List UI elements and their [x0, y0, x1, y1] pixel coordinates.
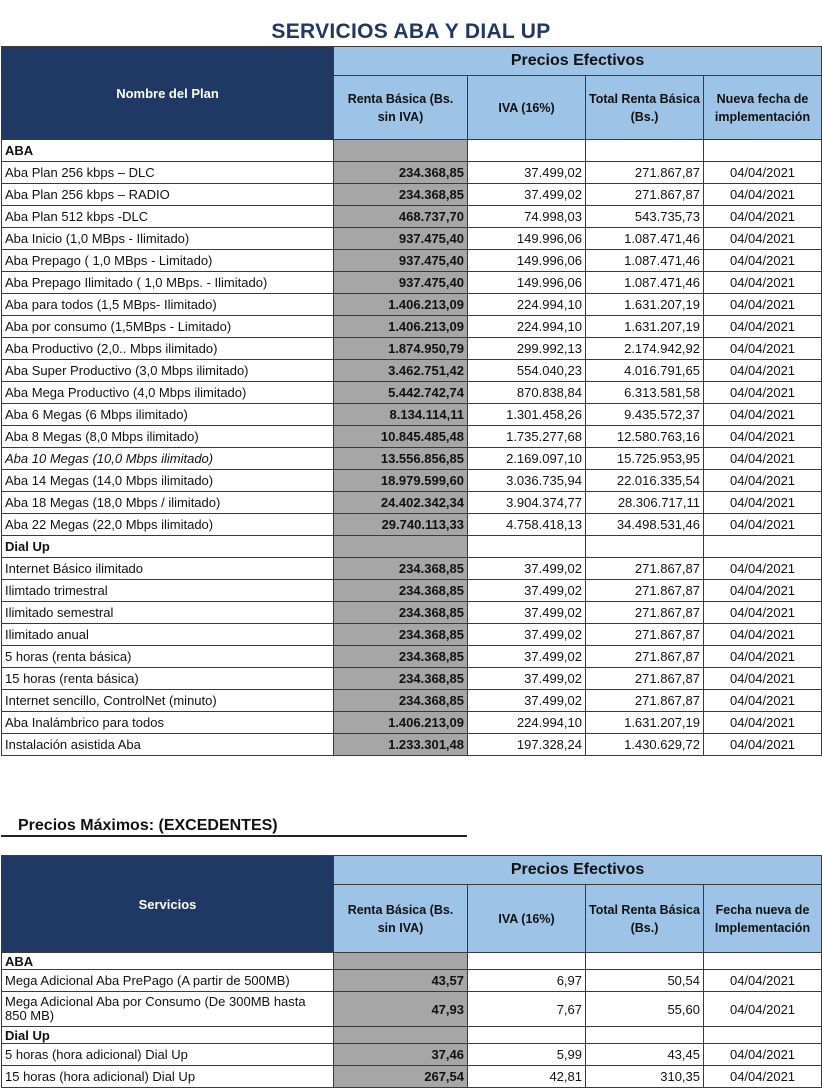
table-row: [2, 514, 822, 536]
iva-cell: 1.301.458,26: [468, 404, 586, 426]
table-row: [2, 294, 822, 316]
plan-name-cell: Aba Prepago Ilimitado ( 1,0 MBps. - Ilimitado): [2, 272, 334, 294]
table-row: [2, 206, 822, 228]
header-fecha: Fecha nueva de Implementación: [704, 885, 822, 953]
total-renta-cell: 2.174.942,92: [586, 338, 704, 360]
header-servicios: Servicios: [2, 856, 334, 953]
plan-name-cell: Mega Adicional Aba por Consumo (De 300MB hasta 850 MB): [2, 992, 334, 1027]
plan-name-cell: Aba para todos (1,5 MBps- Ilimitado): [2, 294, 334, 316]
total-renta-cell: 1.087.471,46: [586, 250, 704, 272]
plans-price-table: [1, 46, 822, 756]
fecha-cell: 04/04/2021: [704, 668, 822, 690]
iva-cell: 197.328,24: [468, 734, 586, 756]
iva-cell: 3.904.374,77: [468, 492, 586, 514]
excedentes-price-table: [1, 855, 822, 1088]
plan-name-cell: Aba 14 Megas (14,0 Mbps ilimitado): [2, 470, 334, 492]
fecha-cell: 04/04/2021: [704, 492, 822, 514]
iva-cell: 149.996,06: [468, 250, 586, 272]
table-row: [2, 492, 822, 514]
renta-basica-cell: 234.368,85: [334, 602, 468, 624]
category-row: [2, 140, 822, 162]
fecha-cell: 04/04/2021: [704, 558, 822, 580]
iva-cell: 224.994,10: [468, 316, 586, 338]
empty-cell: [468, 1027, 586, 1044]
total-renta-cell: 43,45: [586, 1044, 704, 1066]
plan-name-cell: Ilimtado trimestral: [2, 580, 334, 602]
total-renta-cell: 271.867,87: [586, 184, 704, 206]
total-renta-cell: 271.867,87: [586, 602, 704, 624]
total-renta-cell: 271.867,87: [586, 580, 704, 602]
fecha-cell: 04/04/2021: [704, 646, 822, 668]
plan-name-cell: Aba Super Productivo (3,0 Mbps ilimitado): [2, 360, 334, 382]
iva-cell: 3.036.735,94: [468, 470, 586, 492]
iva-cell: 37.499,02: [468, 184, 586, 206]
renta-basica-cell: 937.475,40: [334, 228, 468, 250]
renta-basica-cell: 937.475,40: [334, 272, 468, 294]
iva-cell: 42,81: [468, 1066, 586, 1088]
renta-basica-cell: 10.845.485,48: [334, 426, 468, 448]
fecha-cell: 04/04/2021: [704, 206, 822, 228]
renta-basica-cell: 1.874.950,79: [334, 338, 468, 360]
table-row: [2, 646, 822, 668]
plan-name-cell: Aba por consumo (1,5MBps - Limitado): [2, 316, 334, 338]
iva-cell: 7,67: [468, 992, 586, 1027]
table-row: [2, 992, 822, 1027]
total-renta-cell: 9.435.572,37: [586, 404, 704, 426]
header-plan-name: Nombre del Plan: [2, 47, 334, 140]
fecha-cell: 04/04/2021: [704, 426, 822, 448]
table-row: [2, 970, 822, 992]
plan-name-cell: Mega Adicional Aba PrePago (A partir de 500MB): [2, 970, 334, 992]
renta-basica-cell: 5.442.742,74: [334, 382, 468, 404]
fecha-cell: 04/04/2021: [704, 992, 822, 1027]
iva-cell: 37.499,02: [468, 624, 586, 646]
total-renta-cell: 28.306.717,11: [586, 492, 704, 514]
category-label: Dial Up: [2, 1027, 334, 1044]
table-row: [2, 338, 822, 360]
fecha-cell: 04/04/2021: [704, 1044, 822, 1066]
iva-cell: 224.994,10: [468, 712, 586, 734]
plan-name-cell: Aba 18 Megas (18,0 Mbps / ilimitado): [2, 492, 334, 514]
iva-cell: 1.735.277,68: [468, 426, 586, 448]
plan-name-cell: Aba 6 Megas (6 Mbps ilimitado): [2, 404, 334, 426]
renta-basica-cell: 234.368,85: [334, 668, 468, 690]
fecha-cell: 04/04/2021: [704, 272, 822, 294]
renta-basica-cell: 234.368,85: [334, 646, 468, 668]
renta-basica-cell: 8.134.114,11: [334, 404, 468, 426]
plan-name-cell: Instalación asistida Aba: [2, 734, 334, 756]
renta-cell-empty: [334, 953, 468, 970]
plan-name-cell: 5 horas (hora adicional) Dial Up: [2, 1044, 334, 1066]
fecha-cell: 04/04/2021: [704, 404, 822, 426]
total-renta-cell: 1.631.207,19: [586, 316, 704, 338]
fecha-cell: 04/04/2021: [704, 250, 822, 272]
category-label: ABA: [2, 953, 334, 970]
total-renta-cell: 50,54: [586, 970, 704, 992]
plan-name-cell: Aba Prepago ( 1,0 MBps - Limitado): [2, 250, 334, 272]
total-renta-cell: 271.867,87: [586, 162, 704, 184]
table-row: [2, 1044, 822, 1066]
total-renta-cell: 310,35: [586, 1066, 704, 1088]
renta-basica-cell: 1.406.213,09: [334, 712, 468, 734]
renta-basica-cell: 937.475,40: [334, 250, 468, 272]
iva-cell: 554.040,23: [468, 360, 586, 382]
renta-basica-cell: 13.556.856,85: [334, 448, 468, 470]
iva-cell: 299.992,13: [468, 338, 586, 360]
renta-cell-empty: [334, 140, 468, 162]
plan-name-cell: Aba 8 Megas (8,0 Mbps ilimitado): [2, 426, 334, 448]
total-renta-cell: 271.867,87: [586, 668, 704, 690]
iva-cell: 37.499,02: [468, 558, 586, 580]
iva-cell: 37.499,02: [468, 668, 586, 690]
plan-name-cell: Aba Inalámbrico para todos: [2, 712, 334, 734]
plan-name-cell: 5 horas (renta básica): [2, 646, 334, 668]
category-row: [2, 1027, 822, 1044]
table-row: [2, 228, 822, 250]
category-row: [2, 953, 822, 970]
plan-name-cell: Ilimitado semestral: [2, 602, 334, 624]
table-row: [2, 162, 822, 184]
iva-cell: 2.169.097,10: [468, 448, 586, 470]
empty-cell: [704, 1027, 822, 1044]
total-renta-cell: 34.498.531,46: [586, 514, 704, 536]
plan-name-cell: Aba Productivo (2,0.. Mbps ilimitado): [2, 338, 334, 360]
fecha-cell: 04/04/2021: [704, 1066, 822, 1088]
empty-cell: [586, 536, 704, 558]
fecha-cell: 04/04/2021: [704, 338, 822, 360]
renta-basica-cell: 234.368,85: [334, 624, 468, 646]
total-renta-cell: 15.725.953,95: [586, 448, 704, 470]
total-renta-cell: 22.016.335,54: [586, 470, 704, 492]
renta-basica-cell: 234.368,85: [334, 162, 468, 184]
iva-cell: 4.758.418,13: [468, 514, 586, 536]
table-row: [2, 734, 822, 756]
category-label: ABA: [2, 140, 334, 162]
iva-cell: 870.838,84: [468, 382, 586, 404]
table-row: [2, 272, 822, 294]
renta-basica-cell: 267,54: [334, 1066, 468, 1088]
table-row: [2, 382, 822, 404]
table-row: [2, 470, 822, 492]
table-row: [2, 668, 822, 690]
renta-basica-cell: 1.406.213,09: [334, 316, 468, 338]
fecha-cell: 04/04/2021: [704, 294, 822, 316]
table-row: [2, 602, 822, 624]
iva-cell: 37.499,02: [468, 646, 586, 668]
renta-basica-cell: 47,93: [334, 992, 468, 1027]
renta-basica-cell: 29.740.113,33: [334, 514, 468, 536]
iva-cell: 37.499,02: [468, 602, 586, 624]
category-label: Dial Up: [2, 536, 334, 558]
empty-cell: [704, 953, 822, 970]
renta-basica-cell: 234.368,85: [334, 690, 468, 712]
header-renta-basica: Renta Básica (Bs. sin IVA): [334, 885, 468, 953]
table-row: [2, 580, 822, 602]
plan-name-cell: Aba Plan 512 kbps -DLC: [2, 206, 334, 228]
plan-name-cell: Aba 10 Megas (10,0 Mbps ilimitado): [2, 448, 334, 470]
fecha-cell: 04/04/2021: [704, 228, 822, 250]
plan-name-cell: 15 horas (hora adicional) Dial Up: [2, 1066, 334, 1088]
fecha-cell: 04/04/2021: [704, 970, 822, 992]
header-precios-efectivos: Precios Efectivos: [334, 47, 822, 76]
fecha-cell: 04/04/2021: [704, 580, 822, 602]
iva-cell: 37.499,02: [468, 162, 586, 184]
renta-cell-empty: [334, 536, 468, 558]
fecha-cell: 04/04/2021: [704, 360, 822, 382]
fecha-cell: 04/04/2021: [704, 162, 822, 184]
plan-name-cell: Aba Plan 256 kbps – DLC: [2, 162, 334, 184]
fecha-cell: 04/04/2021: [704, 184, 822, 206]
renta-basica-cell: 37,46: [334, 1044, 468, 1066]
header-fecha: Nueva fecha de implementación: [704, 76, 822, 140]
header-renta-basica: Renta Básica (Bs. sin IVA): [334, 76, 468, 140]
iva-cell: 149.996,06: [468, 228, 586, 250]
empty-cell: [704, 140, 822, 162]
renta-basica-cell: 234.368,85: [334, 184, 468, 206]
renta-basica-cell: 234.368,85: [334, 580, 468, 602]
iva-cell: 6,97: [468, 970, 586, 992]
plan-name-cell: Internet Básico ilimitado: [2, 558, 334, 580]
renta-basica-cell: 1.233.301,48: [334, 734, 468, 756]
header-iva: IVA (16%): [468, 885, 586, 953]
renta-basica-cell: 24.402.342,34: [334, 492, 468, 514]
header-total-renta: Total Renta Básica (Bs.): [586, 76, 704, 140]
table-row: [2, 426, 822, 448]
table-row: [2, 316, 822, 338]
renta-basica-cell: 3.462.751,42: [334, 360, 468, 382]
fecha-cell: 04/04/2021: [704, 514, 822, 536]
header-iva: IVA (16%): [468, 76, 586, 140]
renta-basica-cell: 468.737,70: [334, 206, 468, 228]
plan-name-cell: Aba 22 Megas (22,0 Mbps ilimitado): [2, 514, 334, 536]
table-row: [2, 250, 822, 272]
plan-name-cell: Aba Inicio (1,0 MBps - Ilimitado): [2, 228, 334, 250]
total-renta-cell: 543.735,73: [586, 206, 704, 228]
table-row: [2, 448, 822, 470]
iva-cell: 37.499,02: [468, 690, 586, 712]
fecha-cell: 04/04/2021: [704, 712, 822, 734]
total-renta-cell: 271.867,87: [586, 558, 704, 580]
renta-basica-cell: 18.979.599,60: [334, 470, 468, 492]
fecha-cell: 04/04/2021: [704, 624, 822, 646]
empty-cell: [586, 1027, 704, 1044]
renta-cell-empty: [334, 1027, 468, 1044]
table-row: [2, 558, 822, 580]
iva-cell: 74.998,03: [468, 206, 586, 228]
total-renta-cell: 55,60: [586, 992, 704, 1027]
total-renta-cell: 271.867,87: [586, 690, 704, 712]
plan-name-cell: Internet sencillo, ControlNet (minuto): [2, 690, 334, 712]
total-renta-cell: 1.631.207,19: [586, 712, 704, 734]
plan-name-cell: Aba Plan 256 kbps – RADIO: [2, 184, 334, 206]
empty-cell: [468, 953, 586, 970]
page-title: SERVICIOS ABA Y DIAL UP: [271, 20, 551, 43]
section-title-underline: [1, 835, 467, 837]
total-renta-cell: 12.580.763,16: [586, 426, 704, 448]
renta-basica-cell: 43,57: [334, 970, 468, 992]
empty-cell: [704, 536, 822, 558]
empty-cell: [586, 953, 704, 970]
total-renta-cell: 271.867,87: [586, 624, 704, 646]
table-row: [2, 360, 822, 382]
total-renta-cell: 1.087.471,46: [586, 228, 704, 250]
table-row: [2, 404, 822, 426]
renta-basica-cell: 234.368,85: [334, 558, 468, 580]
renta-basica-cell: 1.406.213,09: [334, 294, 468, 316]
plan-name-cell: 15 horas (renta básica): [2, 668, 334, 690]
header-total-renta: Total Renta Básica (Bs.): [586, 885, 704, 953]
table-row: [2, 184, 822, 206]
table-row: [2, 624, 822, 646]
table-row: [2, 712, 822, 734]
plan-name-cell: Aba Mega Productivo (4,0 Mbps ilimitado): [2, 382, 334, 404]
iva-cell: 5,99: [468, 1044, 586, 1066]
empty-cell: [586, 140, 704, 162]
total-renta-cell: 1.631.207,19: [586, 294, 704, 316]
total-renta-cell: 6.313.581,58: [586, 382, 704, 404]
total-renta-cell: 4.016.791,65: [586, 360, 704, 382]
table-row: [2, 690, 822, 712]
fecha-cell: 04/04/2021: [704, 448, 822, 470]
fecha-cell: 04/04/2021: [704, 734, 822, 756]
total-renta-cell: 1.087.471,46: [586, 272, 704, 294]
category-row: [2, 536, 822, 558]
table-row: [2, 1066, 822, 1088]
header-precios-efectivos: Precios Efectivos: [334, 856, 822, 885]
empty-cell: [468, 536, 586, 558]
empty-cell: [468, 140, 586, 162]
plan-name-cell: Ilimitado anual: [2, 624, 334, 646]
iva-cell: 37.499,02: [468, 580, 586, 602]
total-renta-cell: 1.430.629,72: [586, 734, 704, 756]
iva-cell: 149.996,06: [468, 272, 586, 294]
iva-cell: 224.994,10: [468, 294, 586, 316]
fecha-cell: 04/04/2021: [704, 316, 822, 338]
fecha-cell: 04/04/2021: [704, 470, 822, 492]
fecha-cell: 04/04/2021: [704, 382, 822, 404]
total-renta-cell: 271.867,87: [586, 646, 704, 668]
section-title-excedentes: Precios Máximos: (EXCEDENTES): [18, 817, 278, 834]
fecha-cell: 04/04/2021: [704, 690, 822, 712]
fecha-cell: 04/04/2021: [704, 602, 822, 624]
